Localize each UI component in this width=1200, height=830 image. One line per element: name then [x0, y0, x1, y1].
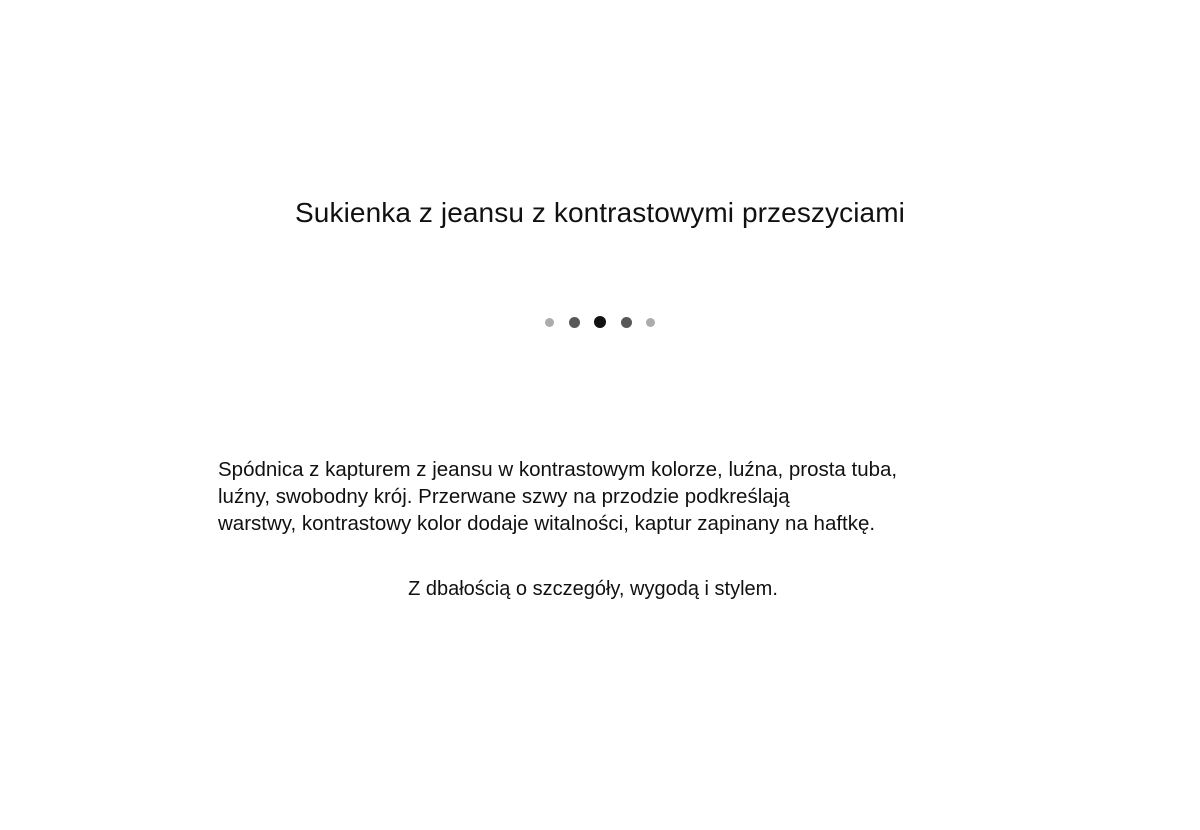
description-line: luźny, swobodny krój. Przerwane szwy na przodzie podkreślają — [218, 485, 790, 508]
description-line: warstwy, kontrastowy kolor dodaje witalności, kaptur zapinany na haftkę. — [218, 512, 876, 535]
loading-dot — [621, 317, 632, 328]
loading-dot — [569, 317, 580, 328]
loading-dot — [545, 318, 554, 327]
product-tagline: Z dbałością o szczegóły, wygodą i stylem. — [408, 578, 778, 600]
product-title: Sukienka z jeansu z kontrastowymi przeszyciami — [295, 197, 905, 228]
description-line: Spódnica z kapturem z jeansu w kontrastowym kolorze, luźna, prosta tuba, — [218, 458, 898, 481]
loading-dot — [646, 318, 655, 327]
loading-dot — [594, 316, 606, 328]
product-description — [218, 456, 978, 537]
loading-indicator — [545, 314, 655, 330]
